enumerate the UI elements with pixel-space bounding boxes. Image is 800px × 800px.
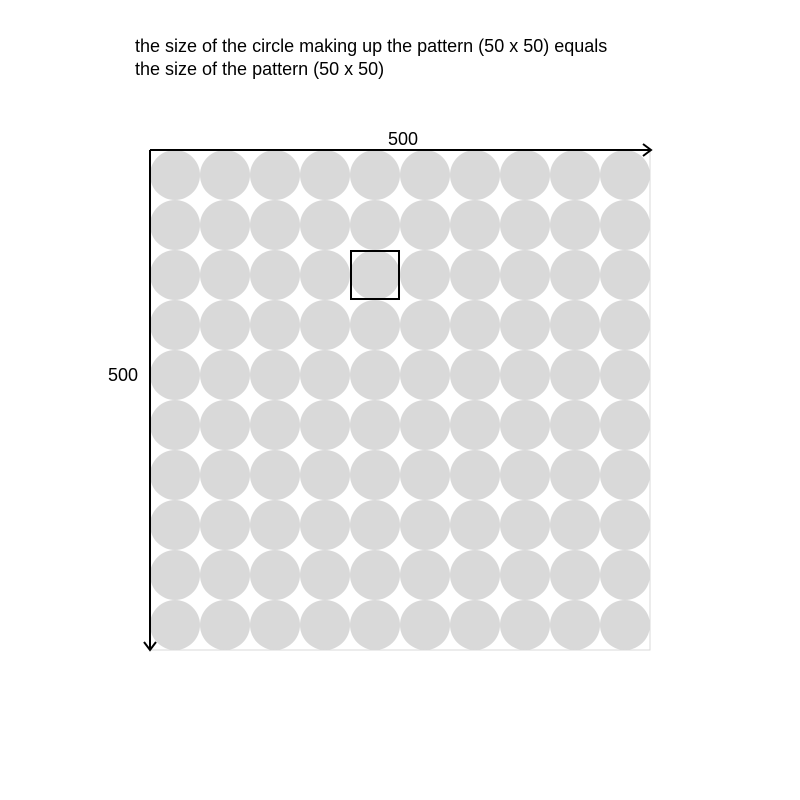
pattern-circle: [150, 600, 200, 650]
pattern-circle: [250, 350, 300, 400]
pattern-circle: [550, 250, 600, 300]
pattern-circle: [250, 600, 300, 650]
pattern-circle: [200, 400, 250, 450]
pattern-circle: [400, 500, 450, 550]
pattern-circle: [600, 450, 650, 500]
pattern-circle: [400, 150, 450, 200]
pattern-circle: [150, 250, 200, 300]
pattern-circle: [200, 150, 250, 200]
pattern-circle: [500, 250, 550, 300]
pattern-circle: [300, 300, 350, 350]
pattern-circle: [550, 600, 600, 650]
pattern-circle: [500, 500, 550, 550]
pattern-circle: [150, 550, 200, 600]
pattern-circle: [250, 550, 300, 600]
pattern-circle: [550, 450, 600, 500]
pattern-circle: [550, 350, 600, 400]
pattern-circle: [200, 450, 250, 500]
pattern-circle: [550, 500, 600, 550]
pattern-circle: [500, 150, 550, 200]
pattern-circle: [200, 350, 250, 400]
pattern-circle: [550, 550, 600, 600]
caption-line-2: the size of the pattern (50 x 50): [135, 59, 385, 79]
pattern-circle: [300, 550, 350, 600]
pattern-circle: [600, 250, 650, 300]
pattern-circle: [500, 350, 550, 400]
pattern-circle: [300, 150, 350, 200]
pattern-circle: [200, 600, 250, 650]
pattern-circle: [300, 200, 350, 250]
pattern-circle: [300, 400, 350, 450]
pattern-circle: [250, 500, 300, 550]
pattern-circle: [350, 250, 400, 300]
pattern-circle: [150, 300, 200, 350]
pattern-circle: [400, 250, 450, 300]
pattern-circle: [500, 550, 550, 600]
pattern-circle: [350, 300, 400, 350]
pattern-circle: [400, 600, 450, 650]
pattern-circle: [350, 150, 400, 200]
pattern-circle: [150, 200, 200, 250]
pattern-circle: [600, 300, 650, 350]
pattern-circle: [200, 200, 250, 250]
pattern-circle: [500, 400, 550, 450]
pattern-circle: [350, 450, 400, 500]
pattern-circle: [550, 300, 600, 350]
pattern-circle: [550, 150, 600, 200]
pattern-circle: [350, 350, 400, 400]
pattern-circle: [600, 600, 650, 650]
pattern-circle: [300, 500, 350, 550]
pattern-circle: [150, 450, 200, 500]
height-label: 500: [107, 365, 139, 385]
pattern-circle: [200, 550, 250, 600]
pattern-circle: [450, 350, 500, 400]
pattern-circle: [500, 200, 550, 250]
pattern-circle: [150, 500, 200, 550]
pattern-circle: [150, 400, 200, 450]
pattern-circle: [500, 300, 550, 350]
pattern-circle: [400, 400, 450, 450]
pattern-circle: [400, 550, 450, 600]
pattern-circle: [550, 200, 600, 250]
pattern-circle: [600, 500, 650, 550]
caption-line-1: the size of the circle making up the pattern (50 x 50) equals: [135, 36, 608, 56]
pattern-circle: [200, 250, 250, 300]
pattern-circle: [250, 300, 300, 350]
pattern-circle: [400, 450, 450, 500]
pattern-circle: [200, 500, 250, 550]
pattern-circle: [450, 400, 500, 450]
pattern-circle: [600, 550, 650, 600]
pattern-circle: [250, 400, 300, 450]
pattern-circle: [400, 350, 450, 400]
pattern-circle: [500, 600, 550, 650]
pattern-circle: [400, 300, 450, 350]
pattern-circle: [350, 600, 400, 650]
width-label: 500: [387, 129, 419, 149]
pattern-circle: [450, 450, 500, 500]
pattern-circle: [250, 150, 300, 200]
pattern-circle: [250, 450, 300, 500]
pattern-circle: [150, 350, 200, 400]
pattern-circle: [350, 500, 400, 550]
pattern-circle: [450, 550, 500, 600]
pattern-circle: [600, 400, 650, 450]
pattern-circle: [300, 350, 350, 400]
pattern-circle: [300, 250, 350, 300]
pattern-circle: [550, 400, 600, 450]
pattern-circle: [150, 150, 200, 200]
pattern-circle: [350, 550, 400, 600]
pattern-circle: [600, 350, 650, 400]
pattern-circle: [200, 300, 250, 350]
pattern-circle: [450, 150, 500, 200]
pattern-circle: [450, 200, 500, 250]
pattern-circle: [300, 450, 350, 500]
pattern-circle: [250, 250, 300, 300]
pattern-circle: [600, 200, 650, 250]
pattern-circle: [500, 450, 550, 500]
pattern-circle: [450, 600, 500, 650]
pattern-circle: [250, 200, 300, 250]
pattern-circle: [600, 150, 650, 200]
pattern-circle: [450, 250, 500, 300]
pattern-circle: [350, 400, 400, 450]
pattern-circle: [400, 200, 450, 250]
pattern-circle: [350, 200, 400, 250]
pattern-circle: [300, 600, 350, 650]
pattern-circle: [450, 300, 500, 350]
pattern-circle: [450, 500, 500, 550]
